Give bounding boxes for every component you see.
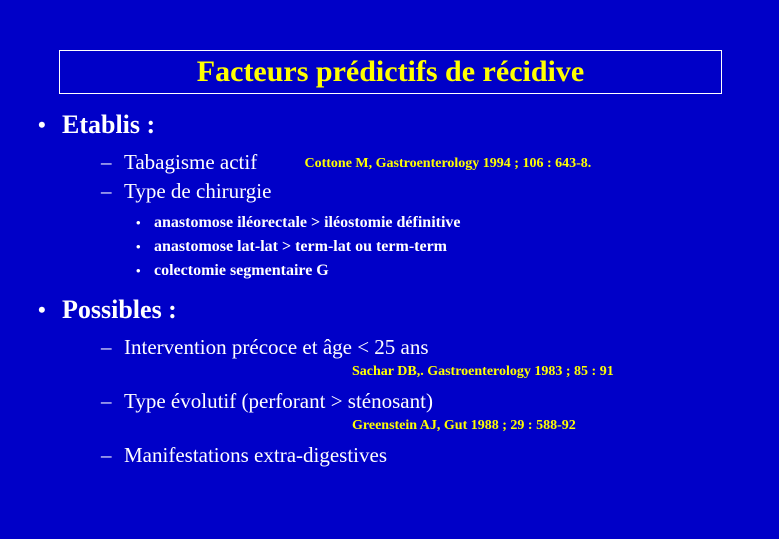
reference-greenstein: Greenstein AJ, Gut 1988 ; 29 : 588-92 xyxy=(352,418,576,433)
section-heading-label: Possibles : xyxy=(62,295,177,324)
page-title: Facteurs prédictifs de récidive xyxy=(196,55,585,88)
list-item-label: Type évolutif (perforant > sténosant) xyxy=(124,389,433,413)
list-item-tabagisme xyxy=(0,148,779,177)
sublist-item-colectomie-segmentaire xyxy=(0,259,779,283)
slide-content xyxy=(0,104,779,470)
dash-icon: – xyxy=(101,150,112,174)
bullet-icon: • xyxy=(136,239,141,254)
section-heading-etablis xyxy=(0,108,779,142)
sublist-item-label: anastomose iléorectale > iléostomie définitive xyxy=(154,214,461,231)
list-item-intervention-precoce xyxy=(0,333,779,362)
section-heading-possibles xyxy=(0,293,779,327)
list-item-type-evolutif xyxy=(0,387,779,416)
dash-icon: – xyxy=(101,389,112,413)
list-item-type-chirurgie xyxy=(0,177,779,206)
dash-icon: – xyxy=(101,179,112,203)
bullet-icon: • xyxy=(38,297,46,322)
sublist-item-label: colectomie segmentaire G xyxy=(154,262,329,279)
section-heading-label: Etablis : xyxy=(62,110,156,139)
bullet-icon: • xyxy=(136,215,141,230)
sublist-item-anastomose-lat-lat xyxy=(0,235,779,259)
list-item-manifestations-extra-digestives xyxy=(0,441,779,470)
reference-cottone: Cottone M, Gastroenterology 1994 ; 106 : 643-8. xyxy=(304,156,592,171)
list-item-label: Tabagisme actif xyxy=(124,150,258,174)
sublist-item-label: anastomose lat-lat > term-lat ou term-term xyxy=(154,238,448,255)
dash-icon: – xyxy=(101,335,112,359)
reference-sachar: Sachar DB,. Gastroenterology 1983 ; 85 : 91 xyxy=(352,364,614,379)
spacer xyxy=(0,283,779,289)
bullet-icon: • xyxy=(38,112,46,137)
bullet-icon: • xyxy=(136,263,141,278)
list-item-label: Type de chirurgie xyxy=(124,179,272,203)
list-item-label: Intervention précoce et âge < 25 ans xyxy=(124,335,429,359)
dash-icon: – xyxy=(101,443,112,467)
slide-title-box xyxy=(59,50,722,94)
sublist-item-anastomose-ileorectale xyxy=(0,211,779,235)
list-item-label: Manifestations extra-digestives xyxy=(124,443,388,467)
